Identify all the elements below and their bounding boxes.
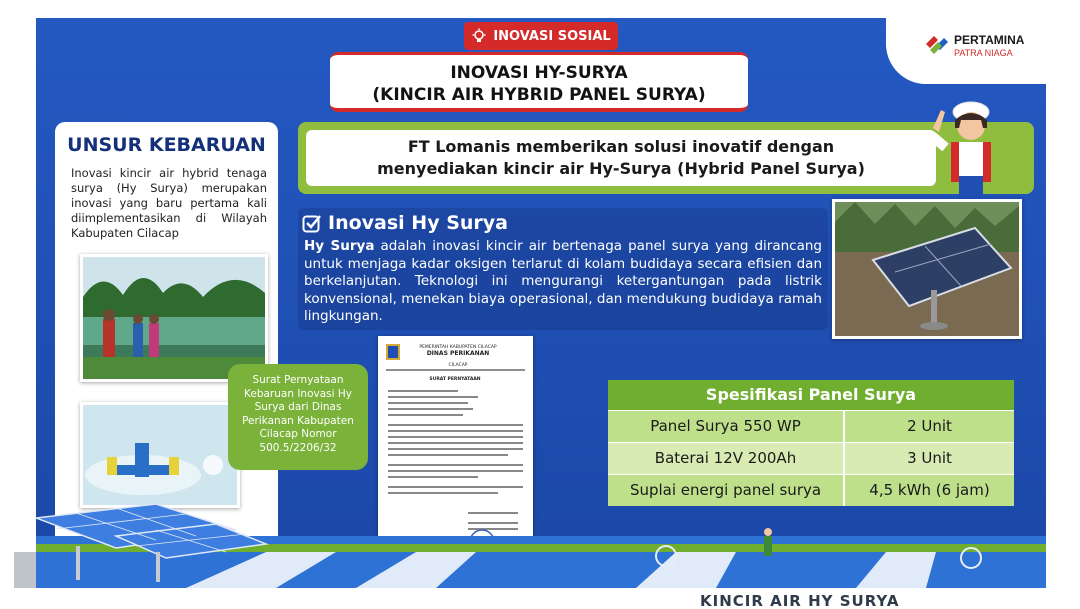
letter-caption: Surat Pernyataan Kebaruan Inovasi Hy Surya dari Dinas Perikanan Kabupaten Cilacap Nomor 500.5/2206/32	[228, 364, 368, 470]
innovation-lead: Hy Surya	[304, 238, 375, 254]
spec-qty: 4,5 kWh (6 jam)	[845, 475, 1014, 506]
statement-box	[306, 130, 936, 186]
slide	[36, 18, 1046, 588]
spec-qty: 3 Unit	[845, 443, 1014, 474]
solar-panel-photo	[832, 199, 1022, 339]
letter-city: CILACAP	[448, 363, 468, 368]
solar-spec-table	[608, 380, 1014, 506]
logo-subtitle: PATRA NIAGA	[954, 48, 1013, 58]
table-row	[608, 410, 1014, 442]
category-badge	[464, 22, 618, 50]
letter-header-1: PEMERINTAH KABUPATEN CILACAP	[419, 345, 497, 350]
logo-name: PERTAMINA	[954, 33, 1025, 47]
page-subtitle: (KINCIR AIR HYBRID PANEL SURYA)	[372, 85, 706, 105]
logo-area	[886, 18, 1046, 84]
novelty-description: Inovasi kincir air hybrid tenaga surya (Hy Surya) merupakan inovasi yang baru pertama kali diimplementasikan di Wilayah Kabupaten Cilacap	[71, 166, 267, 240]
statement-line-2: menyediakan kincir air Hy-Surya (Hybrid Panel Surya)	[377, 159, 865, 178]
spec-item: Panel Surya 550 WP	[608, 411, 845, 442]
innovation-description-block	[298, 208, 828, 330]
letter-header-2: DINAS PERIKANAN	[426, 350, 490, 357]
outer-background-block	[14, 552, 36, 590]
table-row	[608, 442, 1014, 474]
spec-table-heading: Spesifikasi Panel Surya	[608, 380, 1014, 410]
innovation-text: adalah inovasi kincir air bertenaga panel surya yang dirancang untuk menjaga kadar oksigen terlarut di kolam budidaya secara efisien dan berkelanjutan. Teknologi ini mengurangi ketergantungan pada listrik konvensional, menekan biaya operasional, dan mendukung budidaya ramah lingkungan.	[304, 238, 822, 324]
innovation-heading	[302, 212, 508, 234]
checkbox-check-icon	[302, 213, 322, 233]
pond-workers-photo	[80, 254, 268, 382]
outer-margin-left	[0, 0, 36, 609]
spec-item: Baterai 12V 200Ah	[608, 443, 845, 474]
lightbulb-icon	[471, 28, 487, 44]
statement-line-1: FT Lomanis memberikan solusi inovatif dengan	[407, 137, 835, 156]
spec-qty: 2 Unit	[845, 411, 1014, 442]
novelty-heading: UNSUR KEBARUAN	[67, 134, 266, 156]
title-banner	[330, 52, 748, 112]
spec-item: Suplai energi panel surya	[608, 475, 845, 506]
innovation-body	[304, 238, 822, 326]
aerator-photo	[80, 402, 240, 508]
bottom-scenery-illustration	[36, 496, 1046, 588]
engineer-mascot-illustration	[921, 98, 1016, 198]
outer-margin-bottom	[0, 588, 1080, 609]
outer-caption: KINCIR AIR HY SURYA	[700, 592, 900, 609]
pertamina-logo-icon	[924, 32, 950, 58]
innovation-heading-label: Inovasi Hy Surya	[328, 212, 508, 234]
badge-label: INOVASI SOSIAL	[493, 28, 611, 44]
letter-doc-title: SURAT PERNYATAAN	[429, 377, 481, 382]
page-title: INOVASI HY-SURYA	[450, 63, 628, 83]
